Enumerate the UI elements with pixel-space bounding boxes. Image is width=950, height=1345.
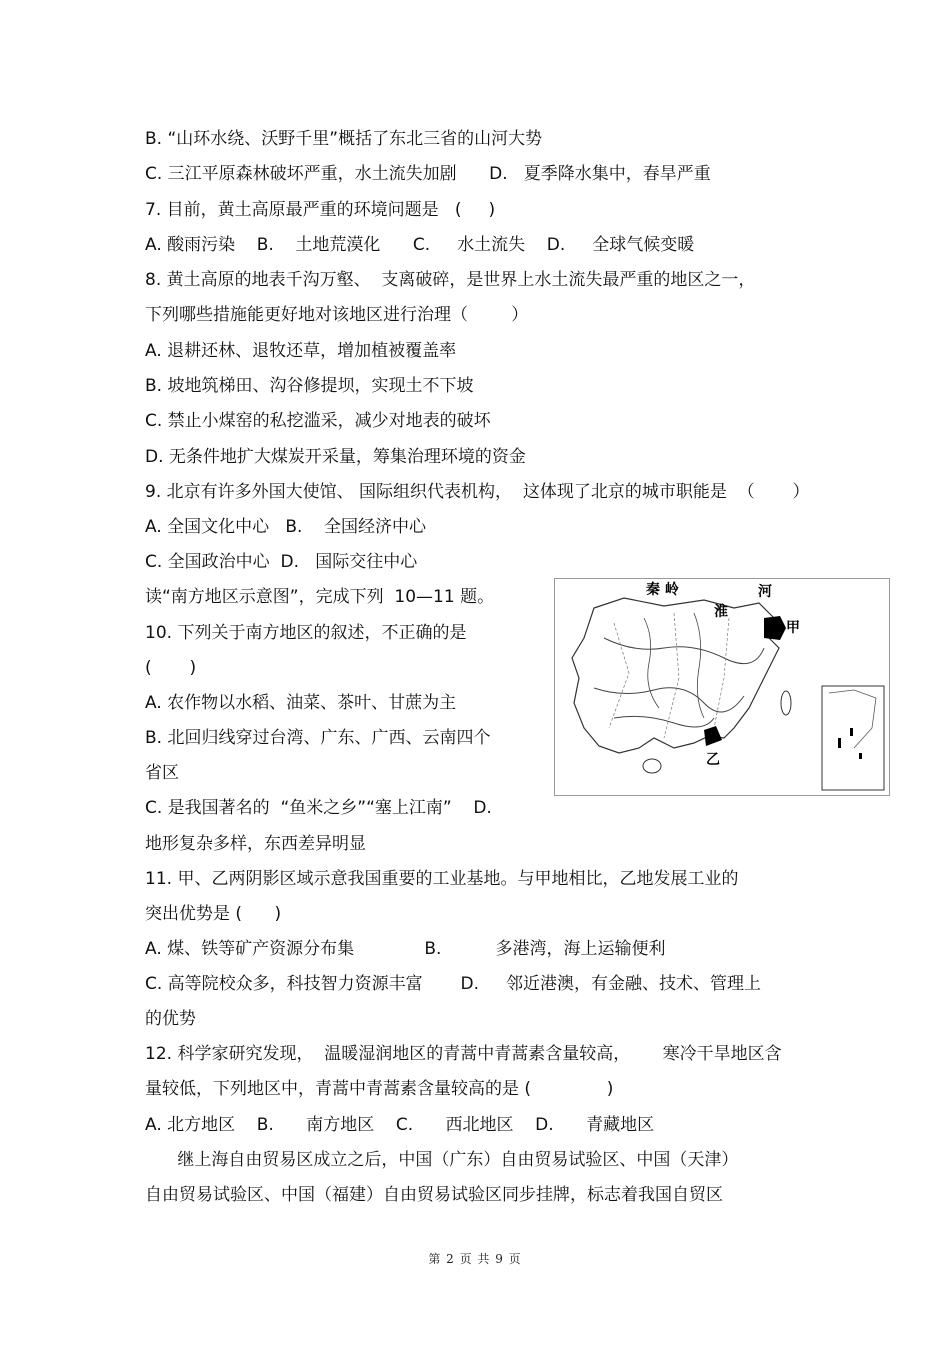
text-line: B. 坡地筑梯田、沟谷修提坝，实现土不下坡 [145, 376, 474, 396]
text-line: C. 是我国著名的 “鱼米之乡”“塞上江南” D. [145, 798, 492, 818]
text-line: D. 无条件地扩大煤炭开采量，筹集治理环境的资金 [145, 447, 526, 467]
text-line: 自由贸易试验区、中国（福建）自由贸易试验区同步挂牌，标志着我国自贸区 [145, 1185, 723, 1205]
text-line: 突出优势是 ( ) [145, 904, 282, 924]
text-line: C. 高等院校众多，科技智力资源丰富 D. 邻近港澳，有金融、技术、管理上 [145, 974, 762, 994]
page-footer: 第 2 页 共 9 页 [428, 1252, 522, 1266]
south-china-map [554, 578, 890, 796]
text-line: 继上海自由贸易区成立之后，中国（广东）自由贸易试验区、中国（天津） [145, 1150, 739, 1170]
text-line: 8. 黄土高原的地表千沟万壑、 支离破碎，是世界上水土流失最严重的地区之一， [145, 270, 756, 290]
text-line: 的优势 [145, 1009, 196, 1029]
text-line: 量较低，下列地区中，青蒿中青蒿素含量较高的是 ( ) [145, 1079, 614, 1099]
text-line: 下列哪些措施能更好地对该地区进行治理（ ） [145, 305, 529, 325]
text-line: B. “山环水绕、沃野千里”概括了东北三省的山河大势 [145, 129, 543, 149]
text-line: A. 农作物以水稻、油菜、茶叶、甘蔗为主 [145, 693, 457, 713]
label-he: 河 [758, 584, 772, 600]
text-line: C. 全国政治中心 D. 国际交往中心 [145, 552, 418, 572]
text-line: 10. 下列关于南方地区的叙述，不正确的是 [145, 623, 467, 643]
text-line: 读“南方地区示意图”，完成下列 10—11 题。 [145, 587, 495, 607]
text-line: 地形复杂多样，东西差异明显 [145, 834, 366, 854]
text-line: 省区 [145, 763, 179, 783]
text-line: A. 退耕还林、退牧还草，增加植被覆盖率 [145, 341, 457, 361]
text-line: 7. 目前，黄土高原最严重的环境问题是 ( ) [145, 200, 496, 220]
text-line: A. 北方地区 B. 南方地区 C. 西北地区 D. 青藏地区 [145, 1115, 655, 1135]
text-line: C. 禁止小煤窑的私挖滥采，减少对地表的破坏 [145, 411, 491, 431]
text-line: 11. 甲、乙两阴影区域示意我国重要的工业基地。与甲地相比，乙地发展工业的 [145, 869, 739, 889]
text-line: A. 酸雨污染 B. 土地荒漠化 C. 水土流失 D. 全球气候变暖 [145, 235, 695, 255]
south-sea-inset [822, 686, 884, 790]
label-qinling: 秦 岭 [646, 582, 679, 598]
label-yi: 乙 [706, 752, 720, 768]
text-line: A. 煤、铁等矿产资源分布集 B. 多港湾，海上运输便利 [145, 939, 666, 959]
label-jia: 甲 [786, 620, 800, 636]
text-line: C. 三江平原森林破坏严重，水土流失加剧 D. 夏季降水集中，春旱严重 [145, 164, 711, 184]
text-line: A. 全国文化中心 B. 全国经济中心 [145, 517, 427, 537]
text-line: ( ) [145, 658, 197, 678]
text-line: B. 北回归线穿过台湾、广东、广西、云南四个 [145, 728, 491, 748]
text-line: 9. 北京有许多外国大使馆、 国际组织代表机构， 这体现了北京的城市职能是 （ ） [145, 482, 810, 502]
label-huai: 淮 [714, 604, 728, 620]
text-line: 12. 科学家研究发现， 温暖湿润地区的青蒿中青蒿素含量较高， 寒冷干旱地区含 [145, 1044, 782, 1064]
